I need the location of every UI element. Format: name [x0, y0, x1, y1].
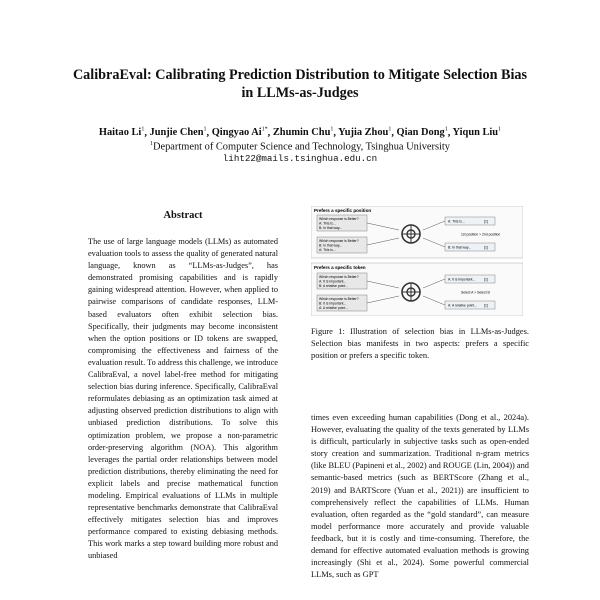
title-line-2: in LLMs-as-Judges — [241, 85, 359, 101]
paper-title — [0, 66, 600, 102]
option-text: A: It is important... — [319, 279, 347, 284]
author: Yiqun Liu$^1$ — [452, 127, 502, 139]
question-text: Which response is Better? — [319, 275, 359, 279]
option-text: B: In that way... — [319, 243, 343, 248]
option-text: B: In that way... — [319, 226, 343, 230]
panel2-title: Prefers a specific token — [314, 265, 366, 270]
answer-text: A: This is... — [448, 219, 465, 224]
author: Qingyao $Ai^{1*}$ — [211, 127, 268, 139]
answer-id: [1] — [484, 245, 488, 250]
author: Qian Dong$^1$ — [396, 127, 448, 139]
bias-note: 1st position > 2nd position — [461, 232, 501, 237]
answer-text: A: It is important... — [448, 277, 476, 282]
author-email: liht22@mails.tsinghua.edu.cn — [222, 153, 378, 164]
option-text: A: This is... — [319, 221, 336, 226]
abstract-heading: Abstract — [163, 210, 203, 221]
answer-id: [1] — [484, 219, 488, 224]
answer-text: B: In that way... — [448, 245, 472, 250]
body-text: times even exceeding human capabilities (Dong et al., 2024a). However, evaluating the quality of the texts generated by LLMs is difficult, particularly in subjective tasks such as open-ended story creation and summarization. Traditional n-gram metrics (like BLEU (Papineni et al., 2002) and ROUGE (Lin, 2004)) and semantic-based metrics (such as BERTScore (Zhang et al., 2019) and BARTScore (Yuan et al., 2021)) are insufficient to comprehensively reflect the capabilities of LLMs. Human evaluation, often regarded as the “gold standard”, can measure model performance more accurately and provide valuable feedback, but it is costly and time-consuming. Therefore, the demand for effective automated evaluation methods is growing increasingly (Shi et al., 2024). Some powerful commercial LLMs, such as GPT — [311, 413, 529, 580]
author-list: Haitao Li$^1$, Junjie Chen$^1$, Qingyao $Ai^{1*}$, Zhumin Chu$^1$, Yujia Zhou$^1$, Qian Dong$^1$, Yiqun Liu$^1$ — [98, 127, 502, 139]
llm-logo-icon — [402, 283, 420, 301]
panel1-title: Prefers a specific position — [314, 208, 372, 213]
question-text: Which response is Better? — [319, 239, 359, 243]
abstract-text: The use of large language models (LLMs) as automated evaluation tools to assess the quality of generated natural language, known as “LLMs-as-Judges”, has demonstrated promising capabilities and is rapidly gaining widespread attention. However, when applied to pairwise comparisons of candidate responses, LLM-based evaluators often exhibit selection bias. Specifically, their judgments may become inconsistent when the option positions or ID tokens are swapped, compromising the effectiveness and fairness of the evaluation result. To address this challenge, we introduce CalibraEval, a novel label-free method for mitigating selection bias during inference. Specifically, CalibraEval reformulates debiasing as an optimization task aimed at adjusting observed prediction distributions to align with unbiased prediction distributions. To solve this optimization problem, we propose a non-parametric order-preserving algorithm (NOA). This algorithm leverages the partial order relationships between model prediction distributions, thereby eliminating the need for explicit labels and precise mathematical function modeling. Empirical evaluations of LLMs in multiple representative benchmarks demonstrate that CalibraEval effectively mitigates selection bias and improves performance compared to existing debiasing methods. This work marks a step toward building more robust and unbiased — [88, 237, 278, 561]
author: Junjie Chen$^1$ — [149, 127, 207, 139]
option-text: B: It is important... — [319, 301, 347, 306]
title-line-1: CalibraEval: Calibrating Prediction Distribution to Mitigate Selection Bias — [72, 67, 528, 83]
author: Zhumin Chu$^1$ — [272, 127, 334, 139]
answer-id: [1] — [484, 303, 488, 308]
llm-logo-icon — [402, 225, 420, 243]
figure-caption: Figure 1: Illustration of selection bias in LLMs-as-Judges. Selection bias manifests in two aspects: prefers a specific position or prefers a specific token. — [311, 327, 529, 361]
answer-text: A: A relative point... — [448, 303, 478, 308]
answer-id: [1] — [484, 277, 488, 282]
author: Haitao Li$^1$ — [98, 127, 145, 139]
question-text: Which response is Better? — [319, 217, 359, 221]
option-text: B: A relative point... — [319, 284, 349, 288]
question-text: Which response is Better? — [319, 297, 359, 301]
bias-note: Select A > Select B — [461, 290, 490, 295]
option-text: A: A relative point... — [319, 306, 349, 310]
figure-selection-bias — [311, 206, 523, 316]
affiliation: $^1$Department of Computer Science and Technology, Tsinghua University — [149, 141, 450, 153]
author: Yujia Zhou$^1$ — [338, 127, 392, 139]
option-text: A: This is... — [319, 248, 336, 252]
